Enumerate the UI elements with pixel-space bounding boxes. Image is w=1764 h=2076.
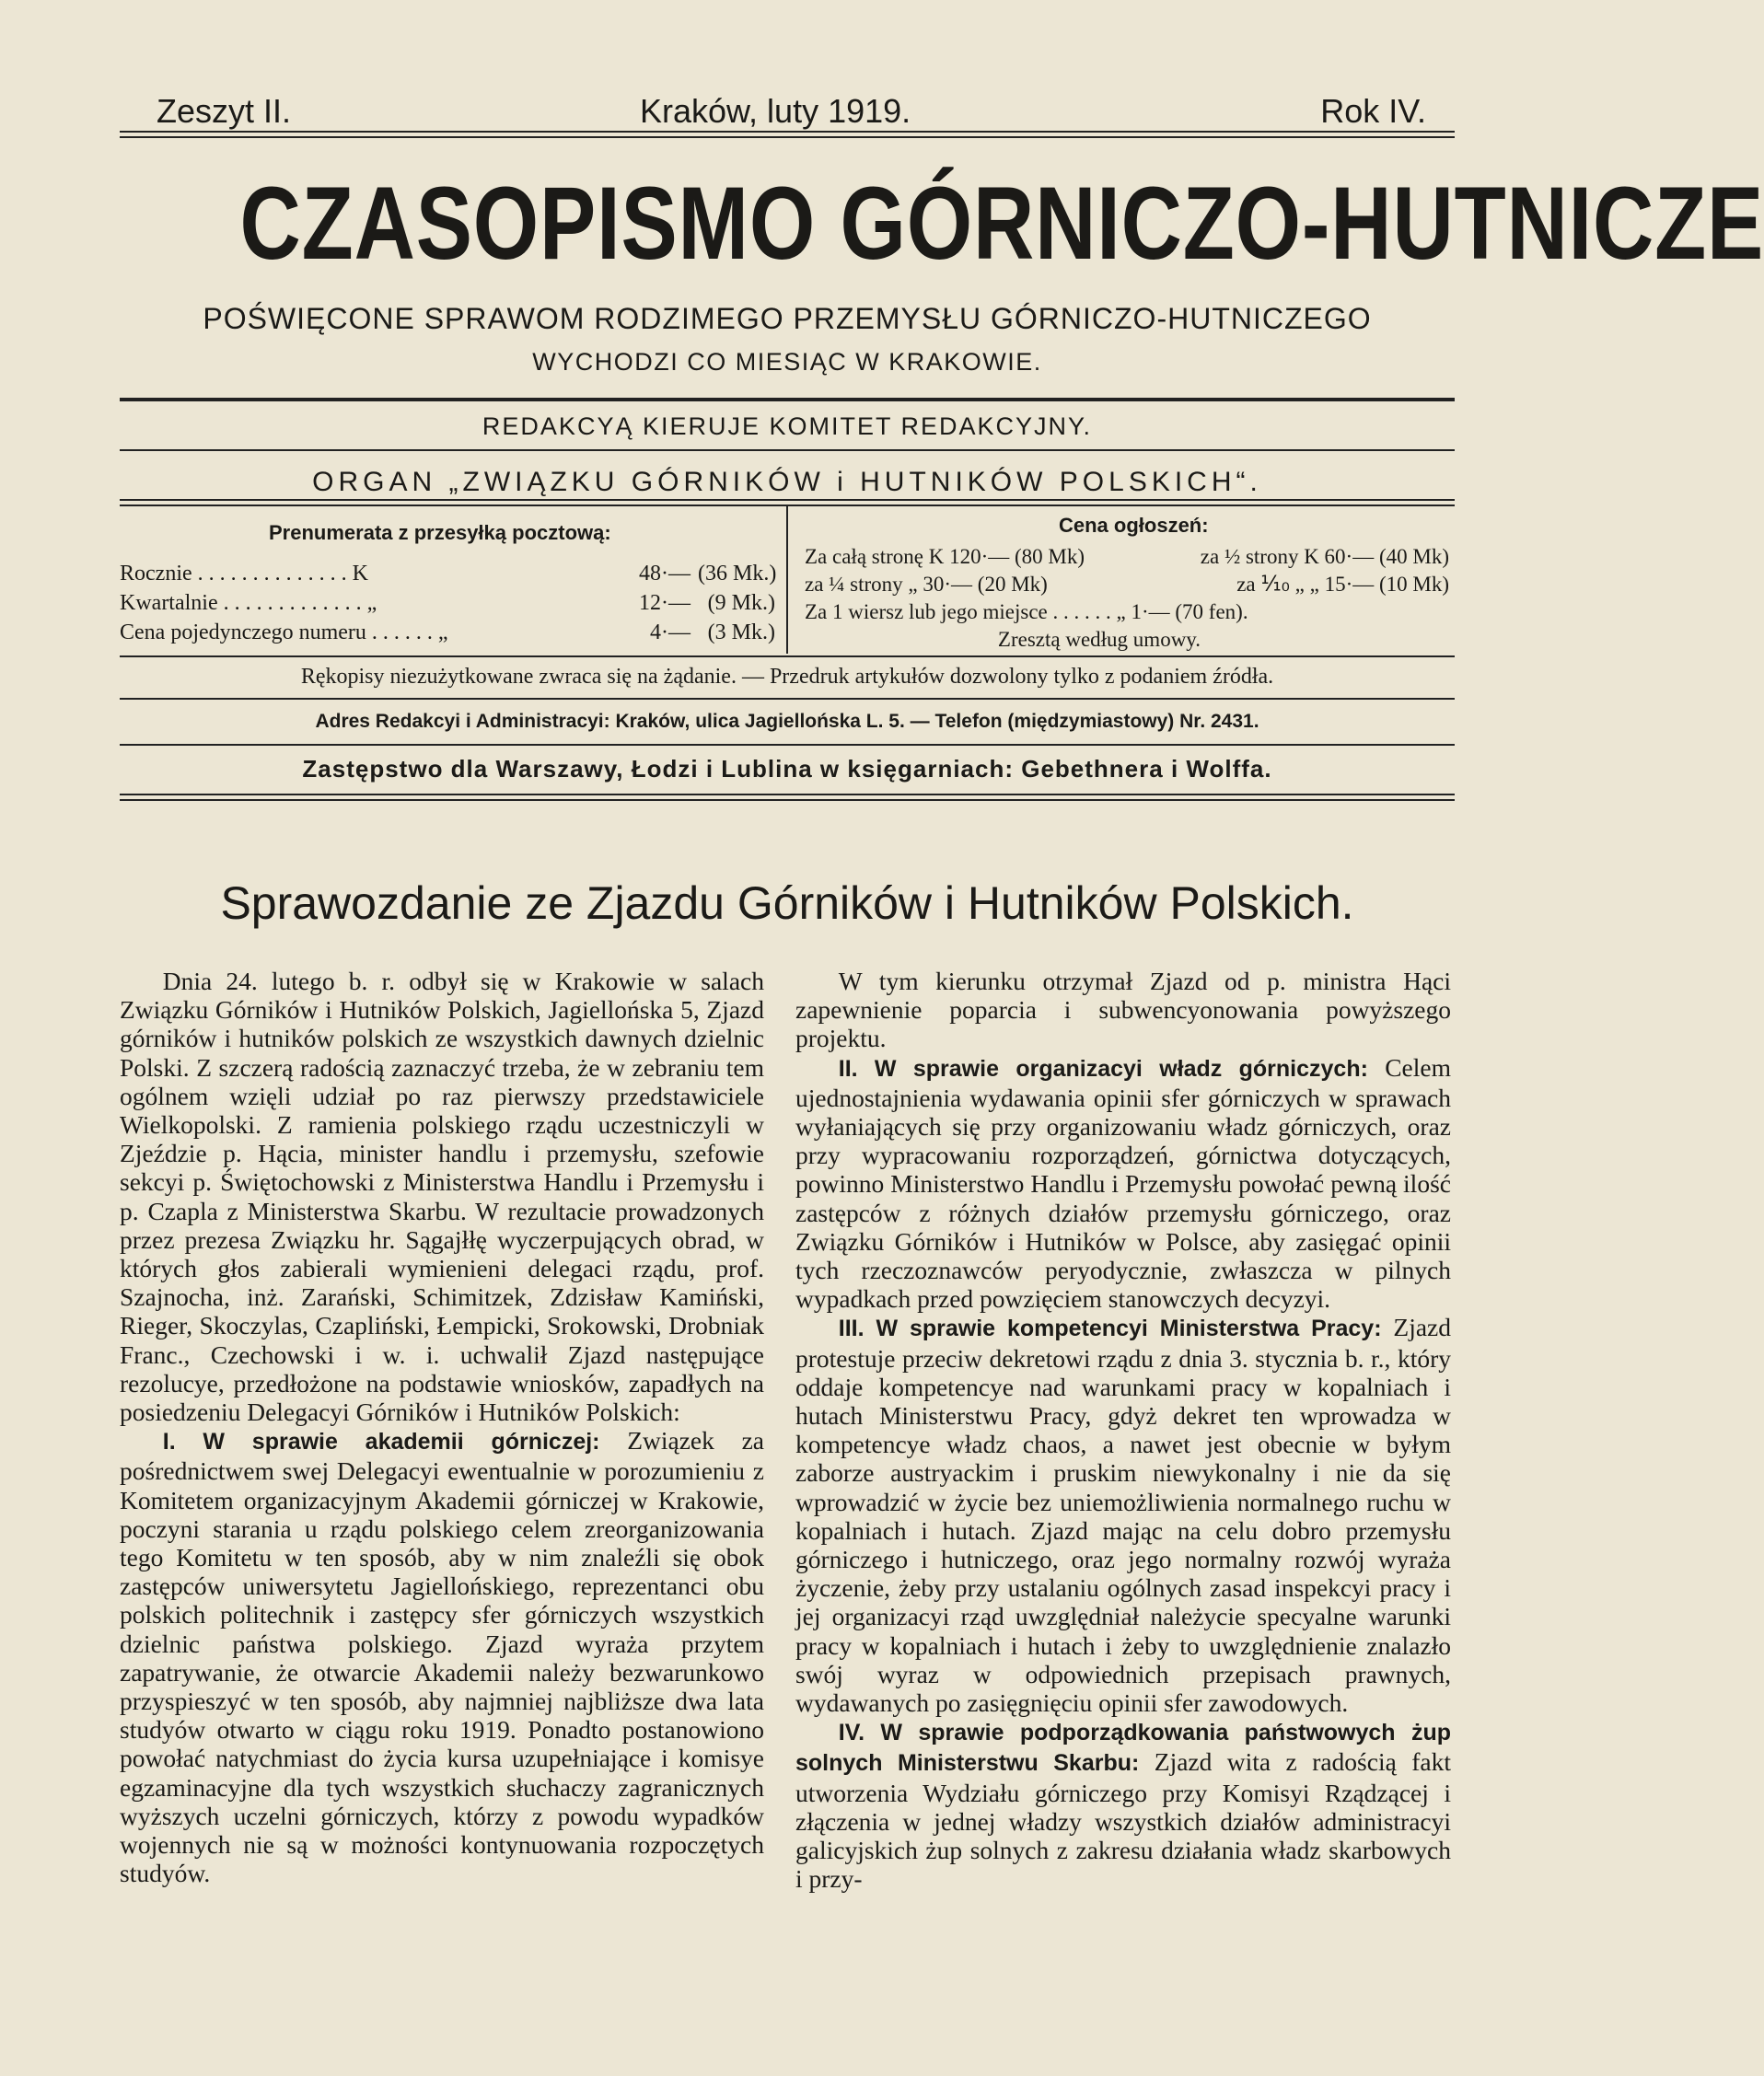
ads-row [805, 600, 1453, 628]
paragraph [795, 1717, 1451, 1893]
subscription-label: Kwartalnie . . . . . . . . . . . . . „ [120, 591, 377, 615]
section-heading: I. W sprawie akademii górniczej: [162, 1429, 600, 1456]
subscription-row [120, 562, 775, 591]
section-heading: III. W sprawie kompetencyi Ministerstwa Pracy: [838, 1316, 1382, 1342]
subscription-mark-price: (9 Mk.) [707, 591, 775, 615]
rule-bottom [120, 794, 1455, 801]
subscription-price: 12·— [639, 591, 691, 615]
subscription-row [120, 620, 775, 650]
paragraph: W tym kierunku otrzymał Zjazd od p. ministra Hąci zapewnienie poparcia i subwencyonowania powyższego projektu. [795, 967, 1451, 1053]
article-column-left [120, 967, 764, 1888]
year-number: Rok IV. [1320, 92, 1426, 130]
address-note: Adres Redakcyi i Administracyi: Kraków, ulica Jagiellońska L. 5. — Telefon (międzymiastowy) Nr. 2431. [315, 711, 1259, 732]
subscription-row [120, 591, 775, 620]
subtitle: POŚWIĘCONE SPRAWOM RODZIMEGO PRZEMYSŁU GÓRNICZO-HUTNICZEGO [203, 302, 1372, 335]
rule-editorial [120, 398, 1455, 401]
ads-row-tenth: za ⅒ „ „ 15·— (10 Mk) [1236, 573, 1449, 596]
editorial-line: REDAKCYĄ KIERUJE KOMITET REDAKCYJNY. [482, 412, 1093, 440]
ads-row-quarter: za ¼ strony „ 30·— (20 Mk) [805, 573, 1048, 596]
paragraph [795, 1313, 1451, 1717]
rule-notes [120, 655, 1455, 657]
paragraph [120, 1426, 764, 1887]
section-heading: II. W sprawie organizacyi władz górniczych: [838, 1055, 1368, 1082]
paragraph-text: Związek za pośrednictwem swej Delegacyi ewentualnie w porozumieniu z Komitetem organizacyjnym Akademii górniczej w Krakowie, poczyni starania u rządu polskiego celem zreorganizowania tego Komitetu w ten sposób, aby w nim znaleźli się obok zastępców uniwersytetu Jagiellońskiego, reprezentanci obu polskich politechnik i zastępcy sfer górniczych wszystkich dzielnic państwa polskiego. Zjazd wyraża przytem zapatrywanie, że otwarcie Akademii należy bezwarunkowo przyspieszyć w ten sposób, aby najmniej najbliższe dwa lata studyów otwarto w ciągu roku 1919. Ponadto postanowiono powołać natychmiast do życia kursa uzupełniające i komisye egzaminacyjne dla tych wszystkich słuchaczy zagranicznych wyższych uczelni górniczych, którzy z powodu wypadków wojennych nie są w możności kontynuowania rozpoczętych studyów. [120, 1426, 764, 1888]
organ-line: ORGAN „ZWIĄZKU GÓRNIKÓW i HUTNIKÓW POLSKICH“. [312, 467, 1262, 497]
ads-row-full: Za całą stronę K 120·— (80 Mk) [805, 545, 1085, 568]
paragraph-text: Celem ujednostajnienia wydawania opinii sfer górniczych w sprawach wyłaniających się przy organizowaniu władz górniczych, oraz przy wypracowaniu rozporządzeń, górnictwa dotyczących, powinno Ministerstwo Handlu i Przemysłu powołać pewną ilość zastępców z różnych działów przemysłu górniczego, oraz Związku Górników i Hutników w Polsce, aby zasięgać opinii tych rzeczoznawców peryodycznie, zwłaszcza w pilnych wypadkach przed powzięciem stanowczych decyzyi. [795, 1052, 1451, 1314]
ads-row-line: Za 1 wiersz lub jego miejsce . . . . . . „ 1·— (70 fen). [805, 600, 1248, 623]
ads-row [805, 545, 1453, 573]
issue-number: Zeszyt II. [157, 92, 292, 130]
masthead-title: CZASOPISMO GÓRNICZO-HUTNICZE [239, 166, 1764, 281]
subscription-heading: Prenumerata z przesyłką pocztową: [269, 521, 611, 544]
subscription-price: 4·— [650, 620, 691, 644]
subscription-label: Rocznie . . . . . . . . . . . . . . K [120, 562, 368, 586]
article-title: Sprawozdanie ze Zjazdu Górników i Hutników Polskich. [220, 877, 1354, 929]
article-column-right [795, 967, 1451, 1894]
issue-line [147, 92, 1432, 133]
ads-row [805, 573, 1453, 600]
section-heading: IV. W sprawie podporządkowania państwowych żup solnych Ministerstwu Skarbu: [795, 1720, 1451, 1777]
ads-row [805, 628, 1453, 655]
manuscripts-note: Rękopisy niezużytkowane zwraca się na żądanie. — Przedruk artykułów dozwolony tylko z podaniem źródła. [300, 665, 1274, 689]
ads-agreement: Zresztą według umowy. [997, 628, 1201, 651]
ads-row-half: za ½ strony K 60·— (40 Mk) [1200, 545, 1449, 568]
paragraph-text: Zjazd wita z radością fakt utworzenia Wydziału górniczego przy Komisyi Rządzącej i złączenia w jednej władzy wszystkich działów administracyi galicyjskich żup solnych z zakresu działania władz skarbowych i przy- [795, 1747, 1451, 1894]
frequency-line: WYCHODZI CO MIESIĄC W KRAKOWIE. [532, 348, 1042, 376]
subscription-price: 48·— [639, 562, 691, 586]
paragraph [795, 1053, 1451, 1314]
ads-heading: Cena ogłoszeń: [1059, 514, 1209, 537]
rule-organ [120, 449, 1455, 451]
rule-agency [120, 744, 1455, 746]
rule-top [120, 131, 1455, 138]
place-date: Kraków, luty 1919. [640, 92, 911, 130]
paragraph: Dnia 24. lutego b. r. odbył się w Krakowie w salach Związku Górników i Hutników Polskich, Jagiellońska 5, Zjazd górników i hutników polskich ze wszystkich dawnych dzielnic Polski. Z szczerą radością zaznaczyć trzeba, że w zebraniu tem ogólnem wzięli udział po raz pierwszy przedstawiciele Wielkopolski. Z ramienia polskiego rządu uczestniczyli w Zjeździe p. Hącia, minister handlu i przemysłu, szefowie sekcyi p. Świętochowski z Ministerstwa Handlu i Przemysłu i p. Czapla z Ministerstwa Skarbu. W rezultacie prowadzonych przez prezesa Związku hr. Sągajłłę wyczerpujących obrad, w których głos zabierali wymienieni delegaci rządu, prof. Szajnocha, inż. Zarański, Schimitzek, Zdzisław Kamiński, Rieger, Skoczylas, Czapliński, Łempicki, Srokowski, Drobniak Franc., Czechowski i w. i. uchwalił Zjazd następujące rezolucye, przedłożone na podstawie wniosków, zapadłych na posiedzeniu Delegacyi Górników i Hutników Polskich: [120, 967, 764, 1427]
paragraph-text: Zjazd protestuje przeciw dekretowi rządu z dnia 3. stycznia b. r., który oddaje kompetencye nad warunkami pracy w kopalniach i hutach Ministerstwu Pracy, gdyż dekret ten wprowadza w kompetencye władz chaos, a nawet jest obecnie w byłym zaborze austryackim i pruskim niewykonalny i nie da się wprowadzić w życie bez uniemożliwienia normalnego ruchu w kopalniach i hutach. Zjazd mając na celu dobro przemysłu górniczego i hutniczego, oraz jego normalny rozwój wyraża życzenie, żeby przy ustalaniu ogólnych zasad inspekcyi pracy i jej organizacyi rząd uwzględniał należycie specyalne warunki pracy w kopalniach i hutach i żeby to uwzględnienie znalazło swój wyraz w odpowiednich przepisach prawnych, wydawanych po zasięgnięciu opinii sfer zawodowych. [795, 1313, 1451, 1718]
agency-note: Zastępstwo dla Warszawy, Łodzi i Lublina w księgarniach: Gebethnera i Wolffa. [302, 755, 1272, 783]
subscription-mark-price: (3 Mk.) [707, 620, 775, 644]
subscription-label: Cena pojedynczego numeru . . . . . . „ [120, 620, 448, 644]
column-divider [786, 505, 788, 654]
subscription-mark-price: (36 Mk.) [698, 562, 777, 586]
rule-address [120, 698, 1455, 700]
